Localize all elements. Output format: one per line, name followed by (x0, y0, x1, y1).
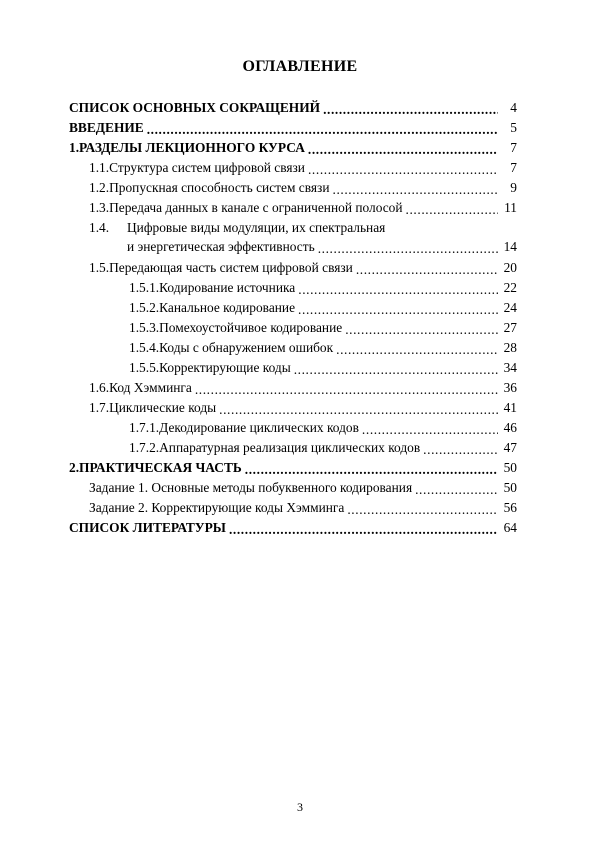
leader-dots (294, 362, 498, 375)
leader-dots (345, 322, 498, 335)
toc-entry-page: 64 (503, 520, 517, 535)
toc-entry-1-6[interactable] (69, 377, 517, 396)
toc-entry-label: Задание 2. Корректирующие коды Хэмминга (89, 500, 345, 515)
toc-entry-page: 20 (503, 260, 517, 275)
toc-entry-page: 41 (503, 400, 517, 415)
toc-entry-number: 1.7.1. (129, 420, 160, 435)
toc-entry-number: 1.1. (89, 160, 110, 175)
toc-entry-label: Помехоустойчивое кодирование (159, 320, 343, 335)
toc-entry-label: Передача данных в канале с ограниченной полосой (109, 200, 403, 215)
toc-entry-label: СПИСОК ОСНОВНЫХ СОКРАЩЕНИЙ (69, 100, 321, 115)
toc-entry-1-3[interactable] (69, 197, 517, 216)
toc-entry-label: ПРАКТИЧЕСКАЯ ЧАСТЬ (79, 460, 242, 475)
leader-dots (347, 502, 498, 515)
leader-dots (219, 402, 498, 415)
toc-entry-label: СПИСОК ЛИТЕРАТУРЫ (69, 520, 226, 535)
toc-entry-label: Циклические коды (109, 400, 217, 415)
toc-entry-page: 22 (503, 280, 517, 295)
toc-entry-page: 9 (510, 180, 517, 195)
toc-entry-page: 46 (503, 420, 517, 435)
toc-entry-label: РАЗДЕЛЫ ЛЕКЦИОННОГО КУРСА (79, 140, 305, 155)
toc-entry-page: 14 (503, 239, 517, 254)
toc-entry-page: 50 (503, 480, 517, 495)
toc-entry-introduction[interactable] (69, 117, 517, 136)
leader-dots (195, 382, 498, 395)
toc-entry-1-7-2[interactable] (69, 437, 517, 456)
toc-entry-label: Пропускная способность систем связи (109, 180, 330, 195)
toc-entry-section-2[interactable] (69, 457, 517, 476)
leader-dots (336, 342, 498, 355)
leader-dots (415, 482, 498, 495)
toc-entry-task-2[interactable] (69, 497, 517, 516)
leader-dots (323, 102, 498, 115)
toc-entry-number: 2. (69, 460, 80, 475)
toc-entry-number: 1.5.4. (129, 340, 160, 355)
toc-entry-number: 1.5.2. (129, 300, 160, 315)
leader-dots (333, 182, 499, 195)
leader-dots (308, 142, 498, 155)
toc-entry-number: 1.6. (89, 380, 110, 395)
toc-entry-page: 7 (510, 160, 517, 175)
toc-entry-page: 4 (510, 100, 517, 115)
toc-entry-label: Задание 1. Основные методы побуквенного кодирования (89, 480, 413, 495)
toc-entry-page: 24 (503, 300, 517, 315)
leader-dots (147, 122, 498, 135)
toc-entry-page: 50 (503, 460, 517, 475)
toc-entry-1-7[interactable] (69, 397, 517, 416)
leader-dots (308, 162, 498, 175)
toc-entry-label: Передающая часть систем цифровой связи (109, 260, 353, 275)
toc-entry-label: ВВЕДЕНИЕ (69, 120, 144, 135)
toc-entry-page: 36 (503, 380, 517, 395)
toc-entry-label: Код Хэмминга (109, 380, 192, 395)
toc-entry-1-5-1[interactable] (69, 277, 517, 296)
toc-entry-label: Структура систем цифровой связи (109, 160, 305, 175)
toc-entry-number: 1.7.2. (129, 440, 160, 455)
toc-entry-1-5-4[interactable] (69, 337, 517, 356)
toc-entry-number: 1.2. (89, 180, 110, 195)
toc-entry-page: 34 (503, 360, 517, 375)
toc-entry-page: 56 (503, 500, 517, 515)
toc-entry-1-4-continued[interactable] (69, 236, 517, 255)
leader-dots (245, 462, 498, 475)
toc-entry-page: 5 (510, 120, 517, 135)
toc-entry-number: 1.7. (89, 400, 110, 415)
page-title: ОГЛАВЛЕНИЕ (242, 58, 358, 75)
leader-dots (298, 302, 498, 315)
toc-entry-number: 1.5.3. (129, 320, 160, 335)
toc-entry-section-1[interactable] (69, 137, 517, 156)
toc-entry-page: 11 (504, 200, 517, 215)
toc-entry-page: 27 (503, 320, 517, 335)
toc-entry-references[interactable] (69, 517, 517, 536)
leader-dots (298, 282, 498, 295)
toc-entry-page: 47 (503, 440, 517, 455)
leader-dots (356, 262, 498, 275)
toc-entry-number: 1.4. (89, 220, 110, 235)
leader-dots (318, 241, 498, 254)
toc-entry-abbreviations[interactable] (69, 97, 517, 116)
toc-entry-label-continued: и энергетическая эффективность (127, 239, 315, 254)
toc-entry-page: 7 (510, 140, 517, 155)
page-number: 3 (297, 800, 303, 814)
toc-entry-1-5-3[interactable] (69, 317, 517, 336)
toc-entry-1-5-5[interactable] (69, 357, 517, 376)
toc-entry-number: 1.5.1. (129, 280, 160, 295)
leader-dots (362, 422, 498, 435)
toc-entry-number: 1.3. (89, 200, 110, 215)
toc-entry-label: Коды с обнаружением ошибок (159, 340, 334, 355)
toc-entry-number: 1.5. (89, 260, 110, 275)
toc-entry-label: Аппаратурная реализация циклических кодов (159, 440, 421, 455)
leader-dots (406, 202, 498, 215)
toc-entry-label: Декодирование циклических кодов (159, 420, 359, 435)
toc-entry-1-2[interactable] (69, 177, 517, 196)
toc-entry-1-7-1[interactable] (69, 417, 517, 436)
toc-entry-label: Кодирование источника (159, 280, 296, 295)
leader-dots (423, 442, 498, 455)
toc-entry-1-5[interactable] (69, 257, 517, 276)
toc-entry-1-5-2[interactable] (69, 297, 517, 316)
toc-entry-number: 1.5.5. (129, 360, 160, 375)
toc-entry-label: Цифровые виды модуляции, их спектральная (127, 220, 386, 235)
toc-entry-page: 28 (503, 340, 517, 355)
toc-entry-label: Корректирующие коды (159, 360, 291, 375)
toc-entry-task-1[interactable] (69, 477, 517, 496)
toc-entry-1-1[interactable] (69, 157, 517, 176)
toc-entry-label: Канальное кодирование (159, 300, 296, 315)
toc-entry-1-4[interactable] (69, 217, 517, 236)
toc-entry-number: 1. (69, 140, 80, 155)
leader-dots (229, 522, 498, 535)
